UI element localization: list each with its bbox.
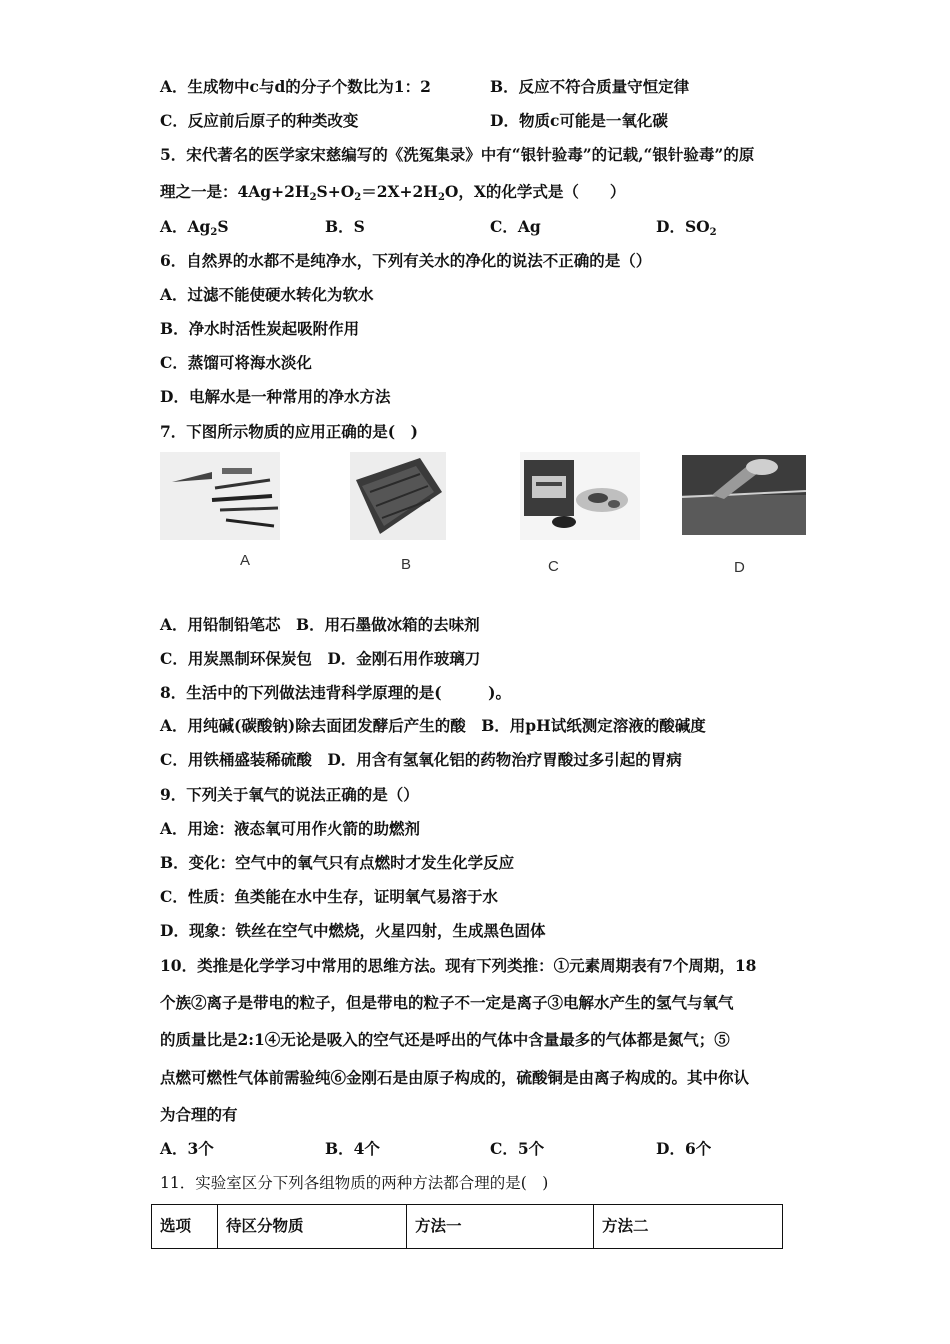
q4-option-c: C．反应前后原子的种类改变 <box>160 111 359 130</box>
table-header-option: 选项 <box>152 1205 218 1249</box>
q10-option-d: D．6个 <box>656 1139 712 1158</box>
q10-option-c: C．5个 <box>490 1139 545 1158</box>
q9-option-d: D．现象：铁丝在空气中燃烧，火星四射，生成黑色固体 <box>160 921 546 940</box>
q4-option-d: D．物质c可能是一氧化碳 <box>490 111 668 130</box>
table-header-substances: 待区分物质 <box>218 1205 407 1249</box>
figure-label-b: B <box>401 556 412 573</box>
figure-a-pencils <box>160 452 280 540</box>
q10-stem-line2: 个族②离子是带电的粒子，但是带电的粒子不一定是离子③电解水产生的氢气与氧气 <box>160 993 734 1012</box>
q6-option-c: C．蒸馏可将海水淡化 <box>160 353 312 372</box>
figure-label-d: D <box>734 559 745 576</box>
q5-stem-line2: 理之一是：$4Ag+2H_2S+O_2=2X+2H_2O$，X的化学式是（ ） <box>160 182 626 203</box>
q7-stem: 7．下图所示物质的应用正确的是( ) <box>160 422 418 441</box>
q4-option-a: A．生成物中c与d的分子个数比为1：2 <box>160 77 431 96</box>
q6-option-a: A．过滤不能使硬水转化为软水 <box>160 285 374 304</box>
q9-option-a: A．用途：液态氧可用作火箭的助燃剂 <box>160 819 421 838</box>
q8-options-cd: C．用铁桶盛装稀硫酸 D．用含有氢氧化铝的药物治疗胃酸过多引起的胃病 <box>160 750 682 769</box>
q10-option-a: A．3个 <box>160 1139 214 1158</box>
q11-stem: 11．实验室区分下列各组物质的两种方法都合理的是( ) <box>160 1174 549 1192</box>
table-header-row <box>152 1205 783 1249</box>
figure-label-c: C <box>548 558 559 575</box>
q9-option-c: C．性质：鱼类能在水中生存，证明氧气易溶于水 <box>160 887 498 906</box>
q10-stem-line3: 的质量比是2:1④无论是吸入的空气还是呼出的气体中含量最多的气体都是氮气；⑤ <box>160 1030 730 1049</box>
q5-option-d: D．$SO_2$ <box>656 217 717 238</box>
q7-options-ab: A．用铅制铅笔芯 B．用石墨做冰箱的去味剂 <box>160 615 480 634</box>
q7-options-cd: C．用炭黑制环保炭包 D．金刚石用作玻璃刀 <box>160 649 481 668</box>
figure-d-glass-cutter <box>682 455 806 535</box>
q9-stem: 9．下列关于氧气的说法正确的是（） <box>160 785 419 804</box>
q11-table <box>151 1204 783 1249</box>
figure-b-graphite <box>350 452 446 540</box>
q6-stem: 6．自然界的水都不是纯净水，下列有关水的净化的说法不正确的是（） <box>160 251 652 270</box>
q10-stem-line5: 为合理的有 <box>160 1105 238 1124</box>
table-header-method-two: 方法二 <box>594 1205 783 1249</box>
table-header-method-one: 方法一 <box>407 1205 594 1249</box>
figure-label-a: A <box>240 552 251 569</box>
q6-option-d: D．电解水是一种常用的净水方法 <box>160 387 391 406</box>
q5-stem-line1: 5．宋代著名的医学家宋慈编写的《洗冤集录》中有“银针验毒”的记载,“银针验毒”的原 <box>160 145 755 164</box>
q8-stem: 8．生活中的下列做法违背科学原理的是( )。 <box>160 683 511 702</box>
q5-option-c: C．Ag <box>490 217 541 236</box>
q8-options-ab: A．用纯碱(碳酸钠)除去面团发酵后产生的酸 B．用pH试纸测定溶液的酸碱度 <box>160 716 706 735</box>
q6-option-b: B．净水时活性炭起吸附作用 <box>160 319 360 338</box>
q10-stem-line1: 10．类推是化学学习中常用的思维方法。现有下列类推：①元素周期表有7个周期，18 <box>160 956 757 975</box>
q4-option-b: B．反应不符合质量守恒定律 <box>490 77 690 96</box>
q9-option-b: B．变化：空气中的氧气只有点燃时才发生化学反应 <box>160 853 515 872</box>
q10-option-b: B．4个 <box>325 1139 380 1158</box>
q5-option-b: B．S <box>325 217 365 236</box>
figure-c-charcoal-bag <box>520 452 640 540</box>
q5-option-a: A．$Ag_2S$ <box>160 217 229 238</box>
q10-stem-line4: 点燃可燃性气体前需验纯⑥金刚石是由原子构成的，硫酸铜是由离子构成的。其中你认 <box>160 1068 750 1087</box>
